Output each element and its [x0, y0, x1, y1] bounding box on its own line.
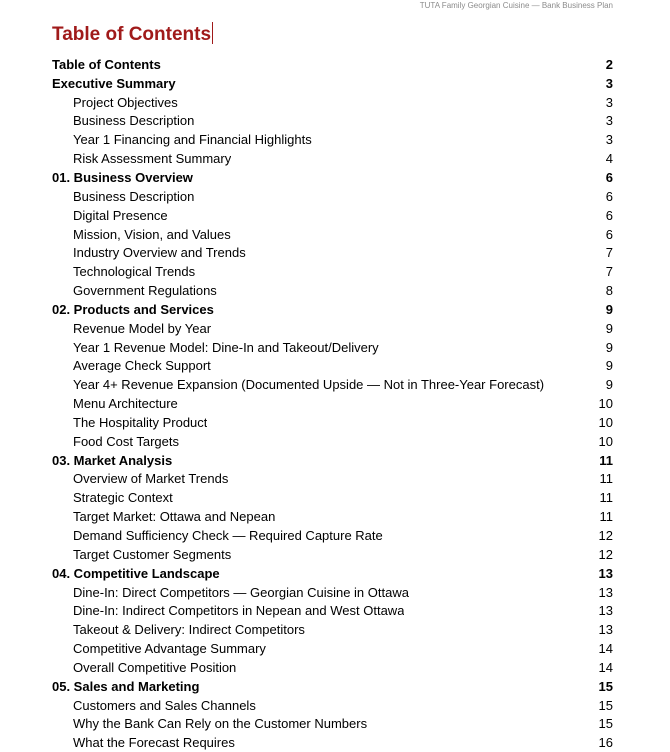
toc-page-number: 6 [605, 188, 613, 204]
toc-page-number: 7 [605, 264, 613, 280]
toc-page-number: 13 [598, 565, 613, 581]
toc-subsection-entry[interactable] [52, 225, 613, 244]
toc-subsection-entry[interactable] [52, 130, 613, 149]
toc-subsection-entry[interactable] [52, 112, 613, 131]
toc-subsection-entry[interactable] [52, 394, 613, 413]
toc-entry-title[interactable]: Average Check Support [73, 358, 211, 374]
toc-page-number: 13 [598, 584, 613, 600]
toc-subsection-entry[interactable] [52, 357, 613, 376]
toc-entry-title[interactable]: Executive Summary [52, 75, 176, 91]
toc-entry-title[interactable]: 05. Sales and Marketing [52, 678, 200, 694]
toc-page-number: 6 [605, 169, 613, 185]
toc-subsection-entry[interactable] [52, 470, 613, 489]
toc-page-number: 10 [598, 396, 613, 412]
toc-entry-title[interactable]: Project Objectives [73, 94, 178, 110]
toc-subsection-entry[interactable] [52, 93, 613, 112]
toc-page-number: 3 [605, 75, 613, 91]
toc-page-number: 7 [605, 245, 613, 261]
toc-page-number: 10 [598, 433, 613, 449]
toc-entry-title[interactable]: Customers and Sales Channels [73, 697, 256, 713]
toc-entry-title[interactable]: What the Forecast Requires [73, 735, 235, 751]
toc-subsection-entry[interactable] [52, 319, 613, 338]
toc-page-number: 15 [598, 697, 613, 713]
toc-entry-title[interactable]: Government Regulations [73, 283, 217, 299]
toc-page-number: 3 [605, 94, 613, 110]
toc-page-number: 11 [599, 509, 613, 525]
toc-page-number: 15 [598, 716, 613, 732]
toc-entry-title[interactable]: Industry Overview and Trends [73, 245, 246, 261]
toc-section-entry[interactable] [52, 451, 613, 470]
toc-subsection-entry[interactable] [52, 733, 613, 752]
toc-page-number: 8 [605, 283, 613, 299]
toc-entry-title[interactable]: Demand Sufficiency Check — Required Capture Rate [73, 528, 383, 544]
toc-heading-text: Table of Contents [52, 24, 212, 45]
toc-page-number: 13 [598, 603, 613, 619]
toc-page-number: 6 [605, 226, 613, 242]
toc-section-entry[interactable] [52, 564, 613, 583]
toc-subsection-entry[interactable] [52, 206, 613, 225]
toc-entry-title[interactable]: 01. Business Overview [52, 169, 193, 185]
toc-entry-title[interactable]: Risk Assessment Summary [73, 151, 232, 167]
toc-page-number: 15 [598, 678, 613, 694]
toc-section-entry[interactable] [52, 55, 613, 74]
toc-entry-title[interactable]: Target Market: Ottawa and Nepean [73, 509, 276, 525]
toc-subsection-entry[interactable] [52, 375, 613, 394]
toc-entry-title[interactable]: Menu Architecture [73, 396, 178, 412]
toc-subsection-entry[interactable] [52, 243, 613, 262]
toc-subsection-entry[interactable] [52, 507, 613, 526]
toc-entry-title[interactable]: Food Cost Targets [73, 433, 179, 449]
toc-page-number: 4 [605, 151, 613, 167]
toc-page-number: 9 [605, 339, 613, 355]
toc-entry-title[interactable]: 03. Market Analysis [52, 452, 173, 468]
toc-subsection-entry[interactable] [52, 413, 613, 432]
toc-entry-title[interactable]: Technological Trends [73, 264, 196, 280]
toc-entry-title[interactable]: 02. Products and Services [52, 301, 214, 317]
toc-heading[interactable] [52, 22, 213, 47]
toc-entry-title[interactable]: Business Description [73, 188, 195, 204]
toc-entry-title[interactable]: Year 4+ Revenue Expansion (Documented Upside — Not in Three-Year Forecast) [73, 377, 545, 393]
toc-subsection-entry[interactable] [52, 526, 613, 545]
toc-subsection-entry[interactable] [52, 338, 613, 357]
toc-page-number: 3 [605, 132, 613, 148]
toc-page-number: 9 [605, 320, 613, 336]
toc-subsection-entry[interactable] [52, 715, 613, 734]
table-of-contents [52, 55, 613, 752]
toc-page-number: 3 [605, 113, 613, 129]
toc-entry-title[interactable]: Strategic Context [73, 490, 173, 506]
toc-page-number: 2 [605, 56, 613, 72]
toc-subsection-entry[interactable] [52, 262, 613, 281]
toc-page-number: 9 [605, 377, 613, 393]
toc-subsection-entry[interactable] [52, 620, 613, 639]
toc-page-number: 9 [605, 358, 613, 374]
toc-page-number: 14 [598, 659, 613, 675]
toc-section-entry[interactable] [52, 168, 613, 187]
toc-entry-title[interactable]: Mission, Vision, and Values [73, 226, 231, 242]
toc-page-number: 14 [598, 641, 613, 657]
toc-page-number: 9 [605, 301, 613, 317]
toc-entry-title[interactable]: Table of Contents [52, 56, 161, 72]
toc-entry-title[interactable]: Year 1 Revenue Model: Dine-In and Takeout/Delivery [73, 339, 379, 355]
toc-subsection-entry[interactable] [52, 432, 613, 451]
toc-entry-title[interactable]: Overview of Market Trends [73, 471, 229, 487]
toc-entry-title[interactable]: Dine-In: Indirect Competitors in Nepean and West Ottawa [73, 603, 405, 619]
toc-section-entry[interactable] [52, 677, 613, 696]
toc-page-number: 6 [605, 207, 613, 223]
toc-entry-title[interactable]: Business Description [73, 113, 195, 129]
toc-subsection-entry[interactable] [52, 658, 613, 677]
toc-entry-title[interactable]: Dine-In: Direct Competitors — Georgian Cuisine in Ottawa [73, 584, 409, 600]
toc-section-entry[interactable] [52, 300, 613, 319]
toc-page-number: 16 [598, 735, 613, 751]
toc-entry-title[interactable]: 04. Competitive Landscape [52, 565, 220, 581]
toc-entry-title[interactable]: Overall Competitive Position [73, 659, 237, 675]
toc-page-number: 11 [599, 452, 613, 468]
document-header-note: TUTA Family Georgian Cuisine — Bank Business Plan [419, 1, 613, 10]
toc-entry-title[interactable]: Digital Presence [73, 207, 168, 223]
toc-subsection-entry[interactable] [52, 187, 613, 206]
toc-section-entry[interactable] [52, 74, 613, 93]
toc-page-number: 10 [598, 414, 613, 430]
toc-subsection-entry[interactable] [52, 583, 613, 602]
toc-entry-title[interactable]: Competitive Advantage Summary [73, 641, 266, 657]
toc-page-number: 13 [598, 622, 613, 638]
toc-subsection-entry[interactable] [52, 149, 613, 168]
toc-entry-title[interactable]: Takeout & Delivery: Indirect Competitors [73, 622, 305, 638]
toc-subsection-entry[interactable] [52, 601, 613, 620]
toc-page-number: 12 [598, 546, 613, 562]
toc-page-number: 11 [599, 471, 613, 487]
toc-subsection-entry[interactable] [52, 639, 613, 658]
toc-subsection-entry[interactable] [52, 488, 613, 507]
toc-page-number: 12 [598, 528, 613, 544]
toc-page-number: 11 [599, 490, 613, 506]
toc-entry-title[interactable]: Year 1 Financing and Financial Highlights [73, 132, 312, 148]
toc-entry-title[interactable]: Target Customer Segments [73, 546, 232, 562]
toc-subsection-entry[interactable] [52, 281, 613, 300]
toc-entry-title[interactable]: Why the Bank Can Rely on the Customer Numbers [73, 716, 368, 732]
toc-entry-title[interactable]: The Hospitality Product [73, 414, 208, 430]
text-cursor [212, 22, 213, 44]
toc-entry-title[interactable]: Revenue Model by Year [73, 320, 212, 336]
toc-subsection-entry[interactable] [52, 545, 613, 564]
toc-subsection-entry[interactable] [52, 696, 613, 715]
